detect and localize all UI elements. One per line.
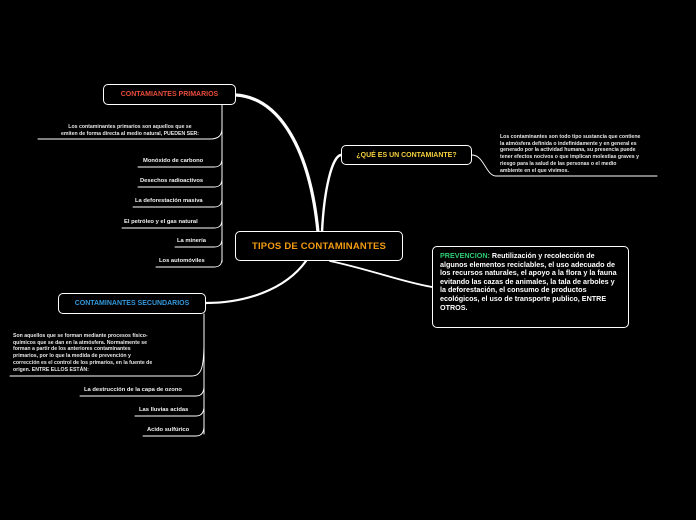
secundarios-description-line: corrección es el control de los primarios, en la fuente de [13,359,153,366]
primarios-description-line: emiten de forma directa al medio natural, PUEDEN SER: [60,130,200,137]
prevencion-node[interactable] [432,246,629,328]
secundarios-description-line: Son aquellos que se forman mediante procesos físico- [13,333,148,339]
secundarios-title: CONTAMINANTES SECUNDARIOS [74,300,190,307]
que-es-node[interactable] [341,145,472,165]
que-es-description-line: ambiente en el que vivimos. [500,167,569,174]
que-es-title: ¿QUÉ ES UN CONTAMIANTE? [356,151,457,159]
que-es-description-line: Los contaminantes son todo tipo sustancia que contiene [500,134,641,140]
primarios-node[interactable] [103,84,236,105]
central-topic[interactable] [235,231,403,261]
primarios-description [40,124,220,137]
prevencion-label: PREVENCION: [440,251,490,260]
primarios-item[interactable]: Desechos radioactivos [140,178,204,184]
secundarios-description-line: primarios, por lo que la medida de prevención y [13,353,131,360]
secundarios-item[interactable]: Acido sulfúrico [147,427,190,433]
primarios-item[interactable]: Monóxido de carbono [143,158,204,164]
que-es-description [500,134,685,174]
que-es-description-line: tener efectos nocivos o que implican molestias graves y [500,154,639,161]
prevencion-text: Reutilización y recolección de algunos elementos reciclables, el uso adecuado de los recursos naturales, el apoyo a la flora y la fauna evitando las cazas de animales, la tala de arboles y la deforestación, el consumo de productos ecológicos, el uso de transporte publico, ENTRE OTROS. [440,251,617,312]
primarios-item[interactable]: El petróleo y el gas natural [124,219,198,225]
primarios-title: CONTAMIANTES PRIMARIOS [120,91,219,98]
secundarios-description [13,333,203,373]
primarios-item[interactable]: La deforestación masiva [135,198,203,204]
que-es-description-line: riesgo para la salud de las personas o el medio [500,160,617,167]
secundarios-description-line: forman a partir de los anteriores contaminantes [13,346,131,353]
que-es-description-line: generado por la actividad humana, su presencia puede [500,147,636,154]
secundarios-item[interactable]: Las lluvias acidas [139,407,189,413]
primarios-item[interactable]: La minería [177,238,206,244]
primarios-item[interactable]: Los automóviles [159,258,205,264]
que-es-description-line: la atmósfera definida o indefinidamente y en general es [500,140,637,147]
secundarios-node[interactable] [58,293,206,314]
secundarios-item[interactable]: La destrucción de la capa de ozono [84,387,182,393]
central-topic-title: TIPOS DE CONTAMINANTES [251,240,387,252]
secundarios-description-line: origen. ENTRE ELLOS ESTÁN: [13,366,89,373]
secundarios-description-line: químicos que se dan en la atmósfera. Normalmente se [13,339,148,346]
primarios-description-line: Los contaminantes primarios son aquellos que se [68,124,192,130]
